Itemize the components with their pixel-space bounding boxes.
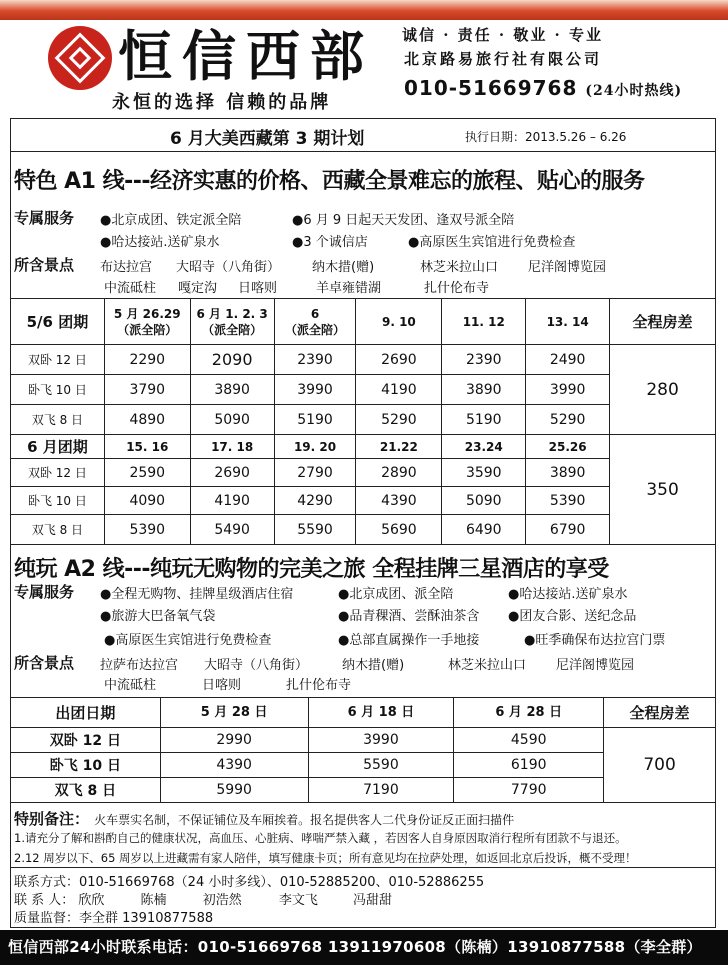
a1-service-label: 专属服务 xyxy=(14,209,75,227)
a2-spot: 纳木措(赠) xyxy=(342,658,405,673)
a1-may-label: 5/6 团期 xyxy=(11,299,105,345)
a2-service: ●旅游大巴备氧气袋 xyxy=(100,609,216,624)
quality-supervisor: 质量监督：李全群 13910877588 xyxy=(14,911,214,926)
a2-date: 6 月 28 日 xyxy=(454,698,604,728)
price-cell: 5590 xyxy=(308,753,454,778)
a1-service: ●北京成团、铁定派全陪 xyxy=(100,213,242,228)
a1-jun-date: 17. 18 xyxy=(190,435,274,459)
a2-spot: 日喀则 xyxy=(202,678,242,693)
a1-diff-label: 全程房差 xyxy=(610,299,716,345)
a2-date: 6 月 18 日 xyxy=(308,698,454,728)
a1-spot: 羊卓雍错湖 xyxy=(316,281,382,296)
a1-may-diff: 280 xyxy=(610,345,716,435)
a2-spot: 拉萨布达拉宫 xyxy=(100,658,179,673)
company-name: 北京路易旅行社有限公司 xyxy=(404,50,603,68)
a2-service: ●旺季确保布达拉宫门票 xyxy=(524,633,666,648)
price-cell: 6790 xyxy=(526,515,610,545)
contact-person: 冯甜甜 xyxy=(352,893,392,908)
a1-row-name: 卧飞 10 日 xyxy=(11,487,105,515)
a1-row-name: 双卧 12 日 xyxy=(11,459,105,487)
price-cell: 5190 xyxy=(442,405,526,435)
price-cell: 2390 xyxy=(274,345,356,375)
a2-spot: 中流砥柱 xyxy=(104,678,157,693)
price-cell: 2090 xyxy=(190,345,274,375)
price-cell: 2590 xyxy=(104,459,190,487)
a1-may-date: 5 月 26.29 （派全陪） xyxy=(104,299,190,345)
notes-line: 2.12 周岁以下、65 周岁以上进藏需有家人陪伴，填写健康卡页；所有意见均在拉萨处理，如返回北京后投诉，概不受理！ xyxy=(14,851,637,865)
a1-may-date: 6 月 1. 2. 3 （派全陪） xyxy=(190,299,274,345)
a2-service: ●高原医生宾馆进行免费检查 xyxy=(104,633,272,648)
hotline-note: (24小时热线) xyxy=(585,83,683,99)
a1-spot: 布达拉宫 xyxy=(100,260,153,275)
notes-line: 火车票实名制，不保证铺位及车厢挨着。报名提供客人二代身份证反正面扫描件 xyxy=(94,813,515,827)
a2-spot: 大昭寺（八角街） xyxy=(204,658,309,673)
price-cell: 2390 xyxy=(442,345,526,375)
price-cell: 2690 xyxy=(356,345,442,375)
price-cell: 7190 xyxy=(308,778,454,803)
a1-may-date: 13. 14 xyxy=(526,299,610,345)
a2-price-table xyxy=(10,697,716,803)
a1-row-name: 双飞 8 日 xyxy=(11,405,105,435)
logo-icon xyxy=(48,26,112,90)
price-cell: 6190 xyxy=(454,753,604,778)
plan-title: 6 月大美西藏第 3 期计划 xyxy=(170,129,365,149)
contact-person: 欣欣 xyxy=(78,893,105,908)
price-cell: 7790 xyxy=(454,778,604,803)
a2-title: 纯玩 A2 线---纯玩无购物的完美之旅 全程挂牌三星酒店的享受 xyxy=(14,557,609,582)
price-cell: 2990 xyxy=(160,728,308,753)
divider xyxy=(10,867,716,868)
contact-phone: 联系方式：010-51669768（24 小时多线）、010-52885200、010-52886255 xyxy=(14,875,485,890)
a2-service: ●全程无购物、挂牌星级酒店住宿 xyxy=(100,587,294,602)
price-cell: 5990 xyxy=(160,778,308,803)
price-cell: 5390 xyxy=(526,487,610,515)
a2-date: 5 月 28 日 xyxy=(160,698,308,728)
a1-jun-label: 6 月团期 xyxy=(11,435,105,459)
a2-service: ●团友合影、送纪念品 xyxy=(508,609,637,624)
price-cell: 4590 xyxy=(454,728,604,753)
a2-service: ●品青稞酒、尝酥油茶含 xyxy=(338,609,480,624)
price-cell: 3990 xyxy=(274,375,356,405)
a1-spots-label: 所含景点 xyxy=(14,256,75,274)
price-cell: 4390 xyxy=(356,487,442,515)
a2-service: ●北京成团、派全陪 xyxy=(338,587,454,602)
a1-jun-date: 25.26 xyxy=(526,435,610,459)
price-cell: 5690 xyxy=(356,515,442,545)
a2-spots-label: 所含景点 xyxy=(14,654,75,672)
a1-spot: 林芝米拉山口 xyxy=(420,260,499,275)
a1-jun-diff: 350 xyxy=(610,435,716,545)
price-cell: 2290 xyxy=(104,345,190,375)
footer-bar: 恒信西部24小时联系电话：010-51669768 13911970608（陈楠）13910877588（李全群） xyxy=(0,930,728,965)
a2-service-label: 专属服务 xyxy=(14,583,75,601)
a2-row-name: 卧飞 10 日 xyxy=(11,753,161,778)
a1-row-name: 双飞 8 日 xyxy=(11,515,105,545)
price-cell: 2790 xyxy=(274,459,356,487)
a1-spot: 嘎定沟 xyxy=(178,281,218,296)
hotline-number: 010-51669768 xyxy=(404,76,578,100)
a1-price-table xyxy=(10,298,716,545)
a2-service: ●总部直属操作一手地接 xyxy=(338,633,480,648)
a2-spot: 扎什伦布寺 xyxy=(286,678,352,693)
a1-spot: 中流砥柱 xyxy=(104,281,157,296)
price-cell: 5390 xyxy=(104,515,190,545)
price-cell: 5090 xyxy=(190,405,274,435)
a1-jun-date: 21.22 xyxy=(356,435,442,459)
price-cell: 3990 xyxy=(308,728,454,753)
price-cell: 5090 xyxy=(442,487,526,515)
a1-row-name: 双卧 12 日 xyxy=(11,345,105,375)
brand-name: 恒信西部 xyxy=(118,24,374,88)
plan-date: 执行日期：2013.5.26 – 6.26 xyxy=(465,130,627,144)
price-cell: 5590 xyxy=(274,515,356,545)
price-cell: 2490 xyxy=(526,345,610,375)
a1-jun-date: 19. 20 xyxy=(274,435,356,459)
a2-diff: 700 xyxy=(604,728,716,803)
a1-row-name: 卧飞 10 日 xyxy=(11,375,105,405)
a1-service: ●高原医生宾馆进行免费检查 xyxy=(408,235,576,250)
slogan: 永恒的选择 信赖的品牌 xyxy=(112,92,332,113)
price-cell: 2890 xyxy=(356,459,442,487)
header xyxy=(0,20,728,116)
a1-spot: 大昭寺（八角街） xyxy=(176,260,281,275)
contact-people: 联 系 人： 欣欣 陈楠 初浩然 李文飞 冯甜甜 xyxy=(14,889,392,908)
a1-service: ●6 月 9 日起天天发团、逢双号派全陪 xyxy=(292,213,515,228)
price-cell: 6490 xyxy=(442,515,526,545)
price-cell: 4290 xyxy=(274,487,356,515)
a1-spot: 日喀则 xyxy=(238,281,278,296)
a2-row-name: 双飞 8 日 xyxy=(11,778,161,803)
notes-label: 特别备注： xyxy=(14,810,90,828)
price-cell: 3890 xyxy=(190,375,274,405)
price-cell: 4890 xyxy=(104,405,190,435)
price-cell: 3890 xyxy=(526,459,610,487)
notes xyxy=(14,808,514,829)
price-cell: 5190 xyxy=(274,405,356,435)
a1-service: ●3 个诚信店 xyxy=(292,235,368,250)
contact-person: 陈楠 xyxy=(140,893,167,908)
a1-service: ●哈达接站.送矿泉水 xyxy=(100,235,220,250)
price-cell: 3890 xyxy=(442,375,526,405)
motto: 诚信 · 责任 · 敬业 · 专业 xyxy=(402,26,604,44)
a1-may-date: 11. 12 xyxy=(442,299,526,345)
price-cell: 3990 xyxy=(526,375,610,405)
a1-may-date: 9. 10 xyxy=(356,299,442,345)
price-cell: 3790 xyxy=(104,375,190,405)
a1-spot: 纳木措(赠) xyxy=(312,260,375,275)
price-cell: 5490 xyxy=(190,515,274,545)
price-cell: 4190 xyxy=(356,375,442,405)
a2-date-label: 出团日期 xyxy=(11,698,161,728)
a1-jun-date: 23.24 xyxy=(442,435,526,459)
a2-spot: 林芝米拉山口 xyxy=(448,658,527,673)
a1-spot: 尼洋阁博览园 xyxy=(528,260,607,275)
a1-jun-date: 15. 16 xyxy=(104,435,190,459)
price-cell: 4090 xyxy=(104,487,190,515)
contact-person: 李文飞 xyxy=(278,893,318,908)
hotline xyxy=(404,76,682,100)
price-cell: 4190 xyxy=(190,487,274,515)
a2-diff-label: 全程房差 xyxy=(604,698,716,728)
a1-may-date: 6 （派全陪） xyxy=(274,299,356,345)
price-cell: 5290 xyxy=(356,405,442,435)
price-cell: 5290 xyxy=(526,405,610,435)
a2-spot: 尼洋阁博览园 xyxy=(556,658,635,673)
a2-row-name: 双卧 12 日 xyxy=(11,728,161,753)
price-cell: 2690 xyxy=(190,459,274,487)
price-cell: 3590 xyxy=(442,459,526,487)
a2-service: ●哈达接站.送矿泉水 xyxy=(508,587,628,602)
notes-line: 1.请充分了解和斟酌自己的健康状况，高血压、心脏病、哮喘严禁入藏 ，若因客人自身原因取消行程所有团款不与退还。 xyxy=(14,831,627,845)
contact-person: 初浩然 xyxy=(202,893,242,908)
price-cell: 4390 xyxy=(160,753,308,778)
plan-title-row xyxy=(10,118,716,152)
a1-title: 特色 A1 线---经济实惠的价格、西藏全景难忘的旅程、贴心的服务 xyxy=(14,169,645,194)
top-gradient-bar xyxy=(0,0,728,20)
a1-spot: 扎什伦布寺 xyxy=(424,281,490,296)
